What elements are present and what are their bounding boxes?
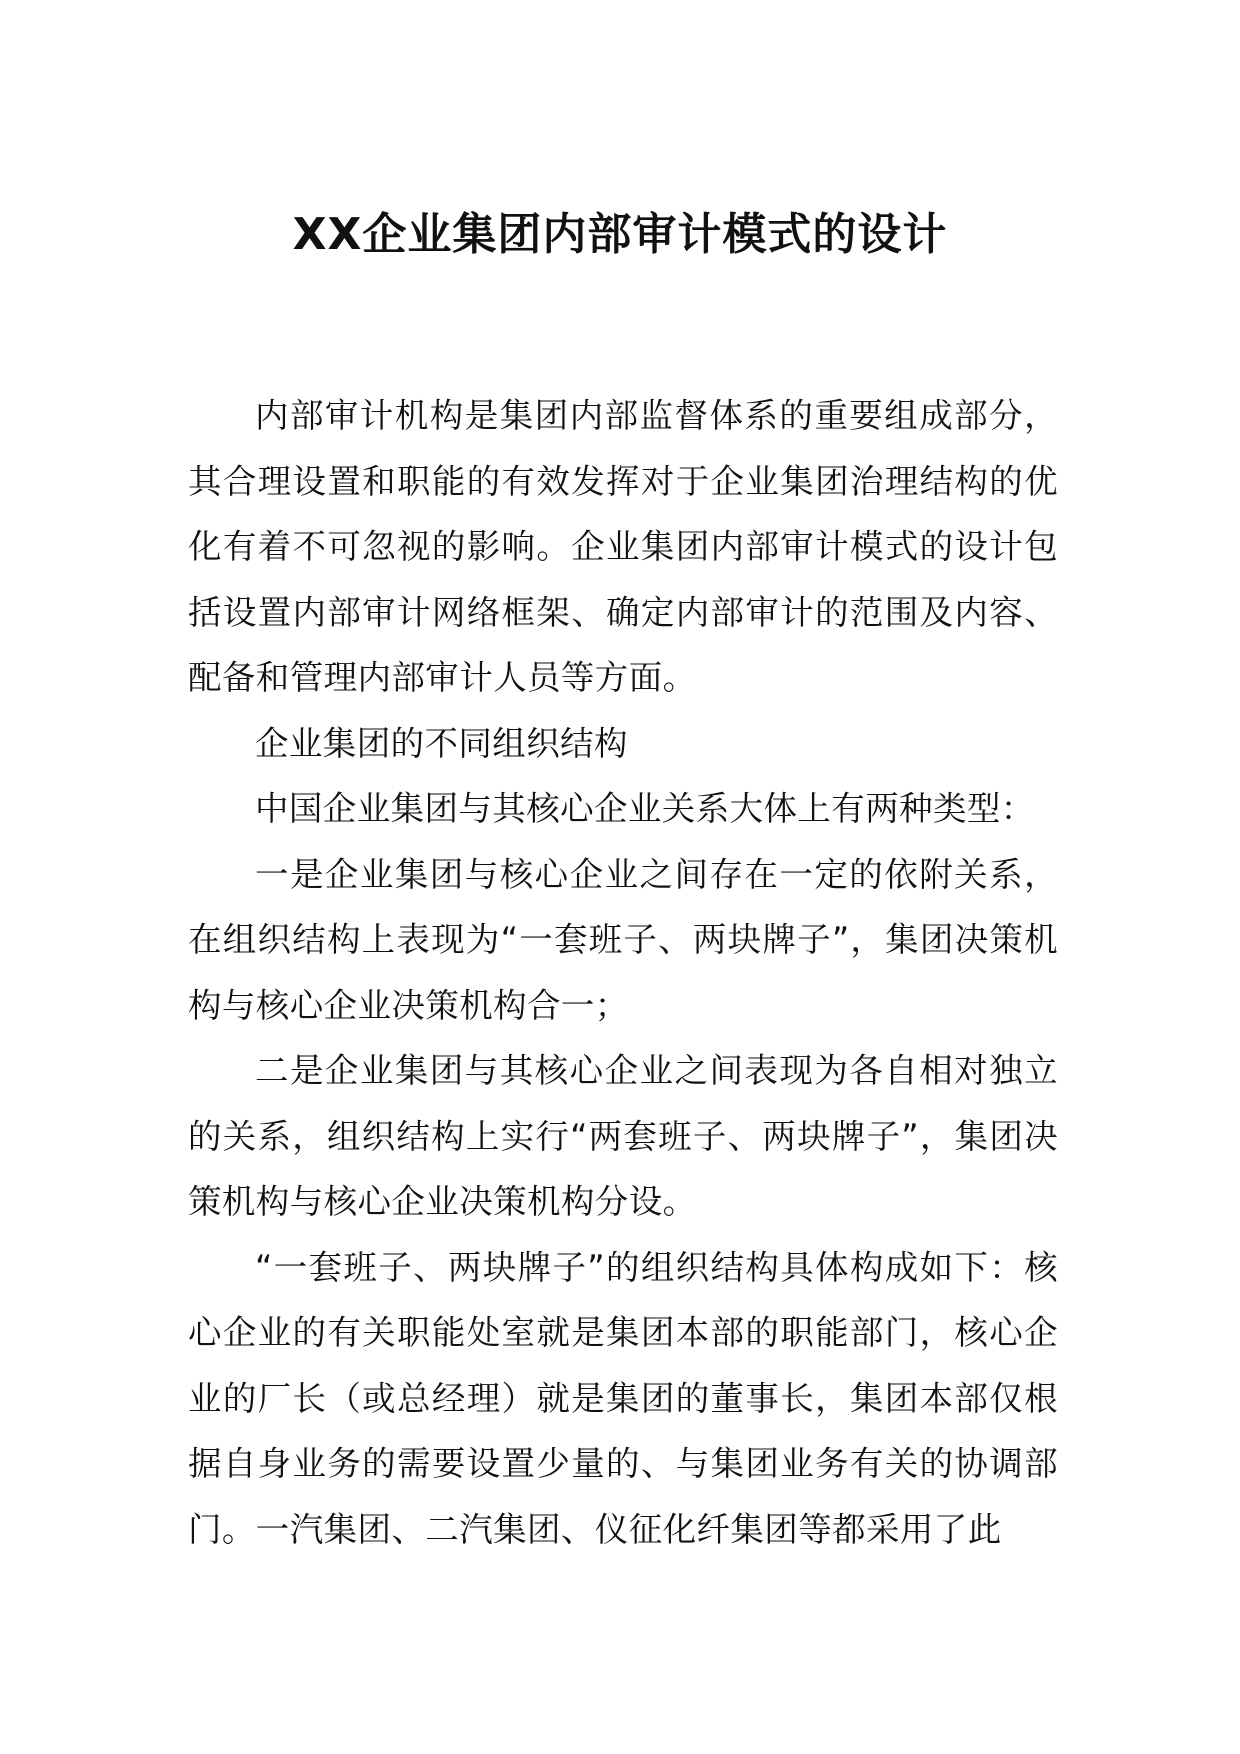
document-body — [188, 383, 1058, 1562]
paragraph-type-one: 一是企业集团与核心企业之间存在一定的依附关系，在组织结构上表现为“一套班子、两块牌子”，集团决策机构与核心企业决策机构合一； — [188, 854, 1058, 1025]
paragraph-heading-org-structure: 企业集团的不同组织结构 — [255, 723, 628, 763]
paragraph-type-two: 二是企业集团与其核心企业之间表现为各自相对独立的关系，组织结构上实行“两套班子、两块牌子”，集团决策机构与核心企业决策机构分设。 — [188, 1051, 1058, 1221]
document-title: XX企业集团内部审计模式的设计 — [292, 209, 948, 260]
paragraph-two-types: 中国企业集团与其核心企业关系大体上有两种类型： — [255, 789, 1035, 828]
paragraph-intro: 内部审计机构是集团内部监督体系的重要组成部分，其合理设置和职能的有效发挥对于企业集团治理结构的优化有着不可忽视的影响。企业集团内部审计模式的设计包括设置内部审计网络框架、确定内部审计的范围及内容、配备和管理内部审计人员等方面。 — [188, 396, 1058, 697]
paragraph-structure-detail: “一套班子、两块牌子”的组织结构具体构成如下：核心企业的有关职能处室就是集团本部的职能部门，核心企业的厂长（或总经理）就是集团的董事长，集团本部仅根据自身业务的需要设置少量的、与集团业务有关的协调部门。一汽集团、二汽集团、仪征化纤集团等都采用了此 — [188, 1247, 1058, 1549]
